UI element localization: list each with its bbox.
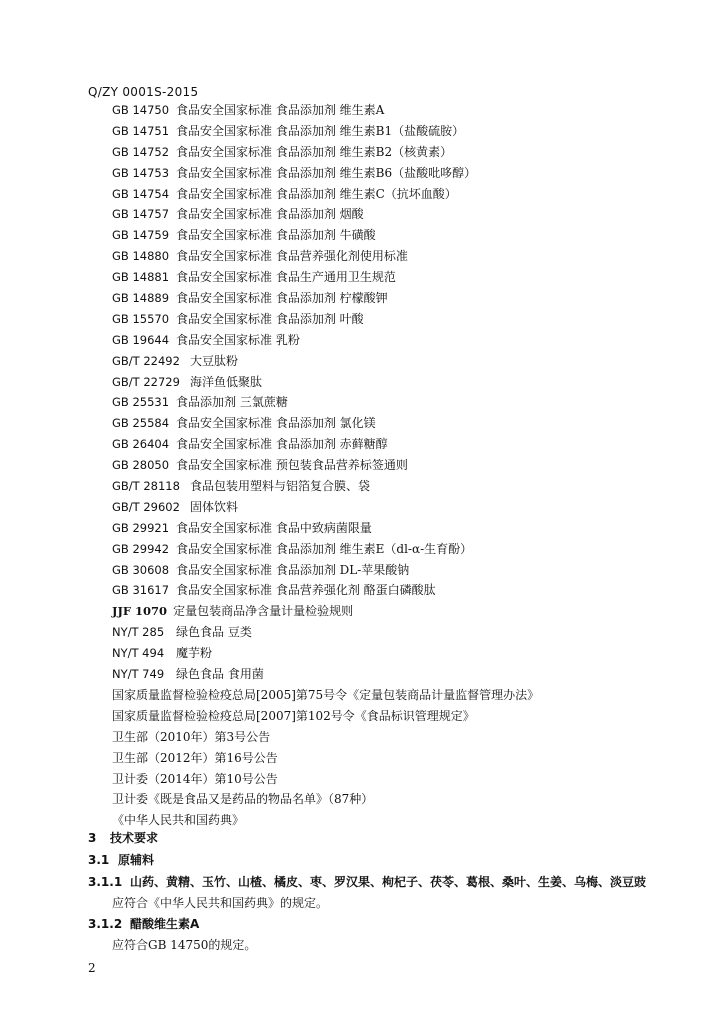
clause-3-1-2-heading <box>88 915 199 932</box>
normative-references-list <box>112 100 702 831</box>
reference-item <box>112 622 702 643</box>
reference-item <box>112 100 702 121</box>
reference-title: 食品安全国家标准 食品添加剂 DL-苹果酸钠 <box>176 562 410 577</box>
reference-item <box>112 121 702 142</box>
reference-code: GB 19644 <box>112 332 170 347</box>
regulation-notice: 国家质量监督检验检疫总局[2007]第102号令《食品标识管理规定》 <box>112 708 475 723</box>
reference-code: GB 29942 <box>112 541 170 556</box>
regulation-notice: 卫计委《既是食品又是药品的物品名单》（87种） <box>112 792 374 807</box>
reference-code: GB/T 29602 <box>112 499 180 514</box>
reference-title: 食品安全国家标准 食品添加剂 叶酸 <box>176 311 364 326</box>
reference-title: 食品安全国家标准 食品添加剂 维生素A <box>176 103 385 117</box>
reference-title: 定量包装商品净含量计量检验规则 <box>173 604 354 619</box>
reference-code: GB 25584 <box>112 416 170 431</box>
reference-item <box>112 225 702 246</box>
reference-code: GB 14759 <box>112 228 170 243</box>
reference-title: 绿色食品 食用菌 <box>176 667 264 682</box>
clause-number: 3.1.1 <box>88 875 123 889</box>
reference-code: GB 14750 <box>112 103 170 117</box>
reference-title: 绿色食品 豆类 <box>176 625 252 640</box>
reference-title: 食品安全国家标准 食品添加剂 维生素B2（核黄素） <box>176 144 453 159</box>
reference-item <box>112 580 702 601</box>
reference-title: 食品安全国家标准 食品营养强化剂使用标准 <box>176 249 408 264</box>
section-3-heading <box>88 829 158 846</box>
reference-code: GB 30608 <box>112 562 170 577</box>
reference-item <box>112 518 702 539</box>
reference-code: GB 14757 <box>112 207 170 222</box>
reference-item <box>112 309 702 330</box>
clause-3-1-1-heading <box>88 873 646 890</box>
reference-title: 食品安全国家标准 食品添加剂 氯化镁 <box>176 416 376 431</box>
reference-item <box>112 539 702 560</box>
reference-item <box>112 643 702 664</box>
reference-item <box>112 288 702 309</box>
clause-title: 醋酸维生素A <box>130 917 200 931</box>
section-number: 3 <box>88 831 97 845</box>
reference-code: GB 14889 <box>112 291 170 306</box>
reference-code: JJF 1070 <box>112 604 168 619</box>
reference-item <box>112 163 702 184</box>
clause-3-1-1-body: 应符合《中华人民共和国药典》的规定。 <box>112 896 329 910</box>
reference-item <box>112 204 702 225</box>
reference-code: GB/T 22492 <box>112 353 180 368</box>
reference-item <box>112 372 702 393</box>
reference-code: GB/T 22729 <box>112 374 180 389</box>
subsection-number: 3.1 <box>88 853 110 867</box>
reference-item <box>112 351 702 372</box>
regulation-notice: 国家质量监督检验检疫总局[2005]第75号令《定量包装商品计量监督管理办法》 <box>112 687 540 702</box>
reference-title: 食品安全国家标准 食品添加剂 烟酸 <box>176 207 364 222</box>
reference-item <box>112 434 702 455</box>
subsection-3-1-heading <box>88 851 154 868</box>
reference-code: GB 25531 <box>112 395 170 410</box>
reference-title: 食品安全国家标准 食品生产通用卫生规范 <box>176 270 396 285</box>
reference-code: GB/T 28118 <box>112 479 180 494</box>
reference-item <box>112 267 702 288</box>
reference-title: 食品安全国家标准 食品营养强化剂 酪蛋白磷酸肽 <box>176 583 436 598</box>
reference-code: GB 14881 <box>112 270 170 285</box>
reference-item <box>112 601 702 622</box>
reference-code: NY/T 285 <box>112 625 165 640</box>
reference-item <box>112 560 702 581</box>
reference-code: GB 15570 <box>112 311 170 326</box>
reference-title: 食品安全国家标准 食品中致病菌限量 <box>176 520 372 535</box>
reference-item <box>112 413 702 434</box>
reference-item <box>112 184 702 205</box>
reference-code: GB 14751 <box>112 123 170 138</box>
reference-title: 食品安全国家标准 食品添加剂 赤藓糖醇 <box>176 437 388 452</box>
regulation-notice: 《中华人民共和国药典》 <box>112 813 245 828</box>
reference-title: 海洋鱼低聚肽 <box>190 374 263 389</box>
subsection-title: 原辅料 <box>118 853 155 867</box>
section-title: 技术要求 <box>110 831 159 845</box>
reference-title: 食品包装用塑料与铝箔复合膜、袋 <box>190 479 371 494</box>
reference-item <box>112 455 702 476</box>
reference-item <box>112 392 702 413</box>
reference-code: GB 14880 <box>112 249 170 264</box>
reference-title: 食品安全国家标准 食品添加剂 维生素B1（盐酸硫胺） <box>176 123 465 138</box>
clause-number: 3.1.2 <box>88 917 123 931</box>
reference-code: GB 14753 <box>112 165 170 180</box>
clause-3-1-2-body: 应符合GB 14750的规定。 <box>112 938 257 952</box>
reference-title: 食品安全国家标准 食品添加剂 维生素B6（盐酸吡哆醇） <box>176 165 477 180</box>
reference-title: 食品安全国家标准 食品添加剂 维生素E（dl-α-生育酚） <box>176 541 473 556</box>
reference-item <box>112 497 702 518</box>
regulation-notice: 卫生部（2010年）第3号公告 <box>112 729 271 744</box>
reference-code: GB 14754 <box>112 186 170 201</box>
reference-code: NY/T 494 <box>112 646 165 661</box>
page-number: 2 <box>88 961 96 975</box>
reference-title: 食品添加剂 三氯蔗糖 <box>176 395 288 410</box>
reference-item <box>112 330 702 351</box>
reference-code: NY/T 749 <box>112 667 165 682</box>
clause-title: 山药、黄精、玉竹、山楂、橘皮、枣、罗汉果、枸杞子、茯苓、葛根、桑叶、生姜、乌梅、淡豆豉 <box>130 875 647 889</box>
reference-title: 食品安全国家标准 食品添加剂 维生素C（抗坏血酸） <box>176 186 457 201</box>
reference-code: GB 28050 <box>112 458 170 473</box>
reference-code: GB 31617 <box>112 583 170 598</box>
regulation-notice: 卫生部（2012年）第16号公告 <box>112 750 278 765</box>
reference-item <box>112 664 702 685</box>
reference-title: 食品安全国家标准 乳粉 <box>176 332 300 347</box>
regulation-notice: 卫计委（2014年）第10号公告 <box>112 771 278 786</box>
reference-item <box>112 476 702 497</box>
reference-title: 食品安全国家标准 预包装食品营养标签通则 <box>176 458 408 473</box>
reference-item <box>112 246 702 267</box>
reference-title: 魔芋粉 <box>176 646 213 661</box>
reference-item <box>112 142 702 163</box>
document-code-header: Q/ZY 0001S-2015 <box>88 85 199 99</box>
reference-title: 大豆肽粉 <box>190 353 239 368</box>
reference-title: 固体饮料 <box>190 499 239 514</box>
reference-title: 食品安全国家标准 食品添加剂 牛磺酸 <box>176 228 376 243</box>
reference-code: GB 26404 <box>112 437 170 452</box>
reference-code: GB 14752 <box>112 144 170 159</box>
reference-code: GB 29921 <box>112 520 170 535</box>
reference-title: 食品安全国家标准 食品添加剂 柠檬酸钾 <box>176 291 388 306</box>
